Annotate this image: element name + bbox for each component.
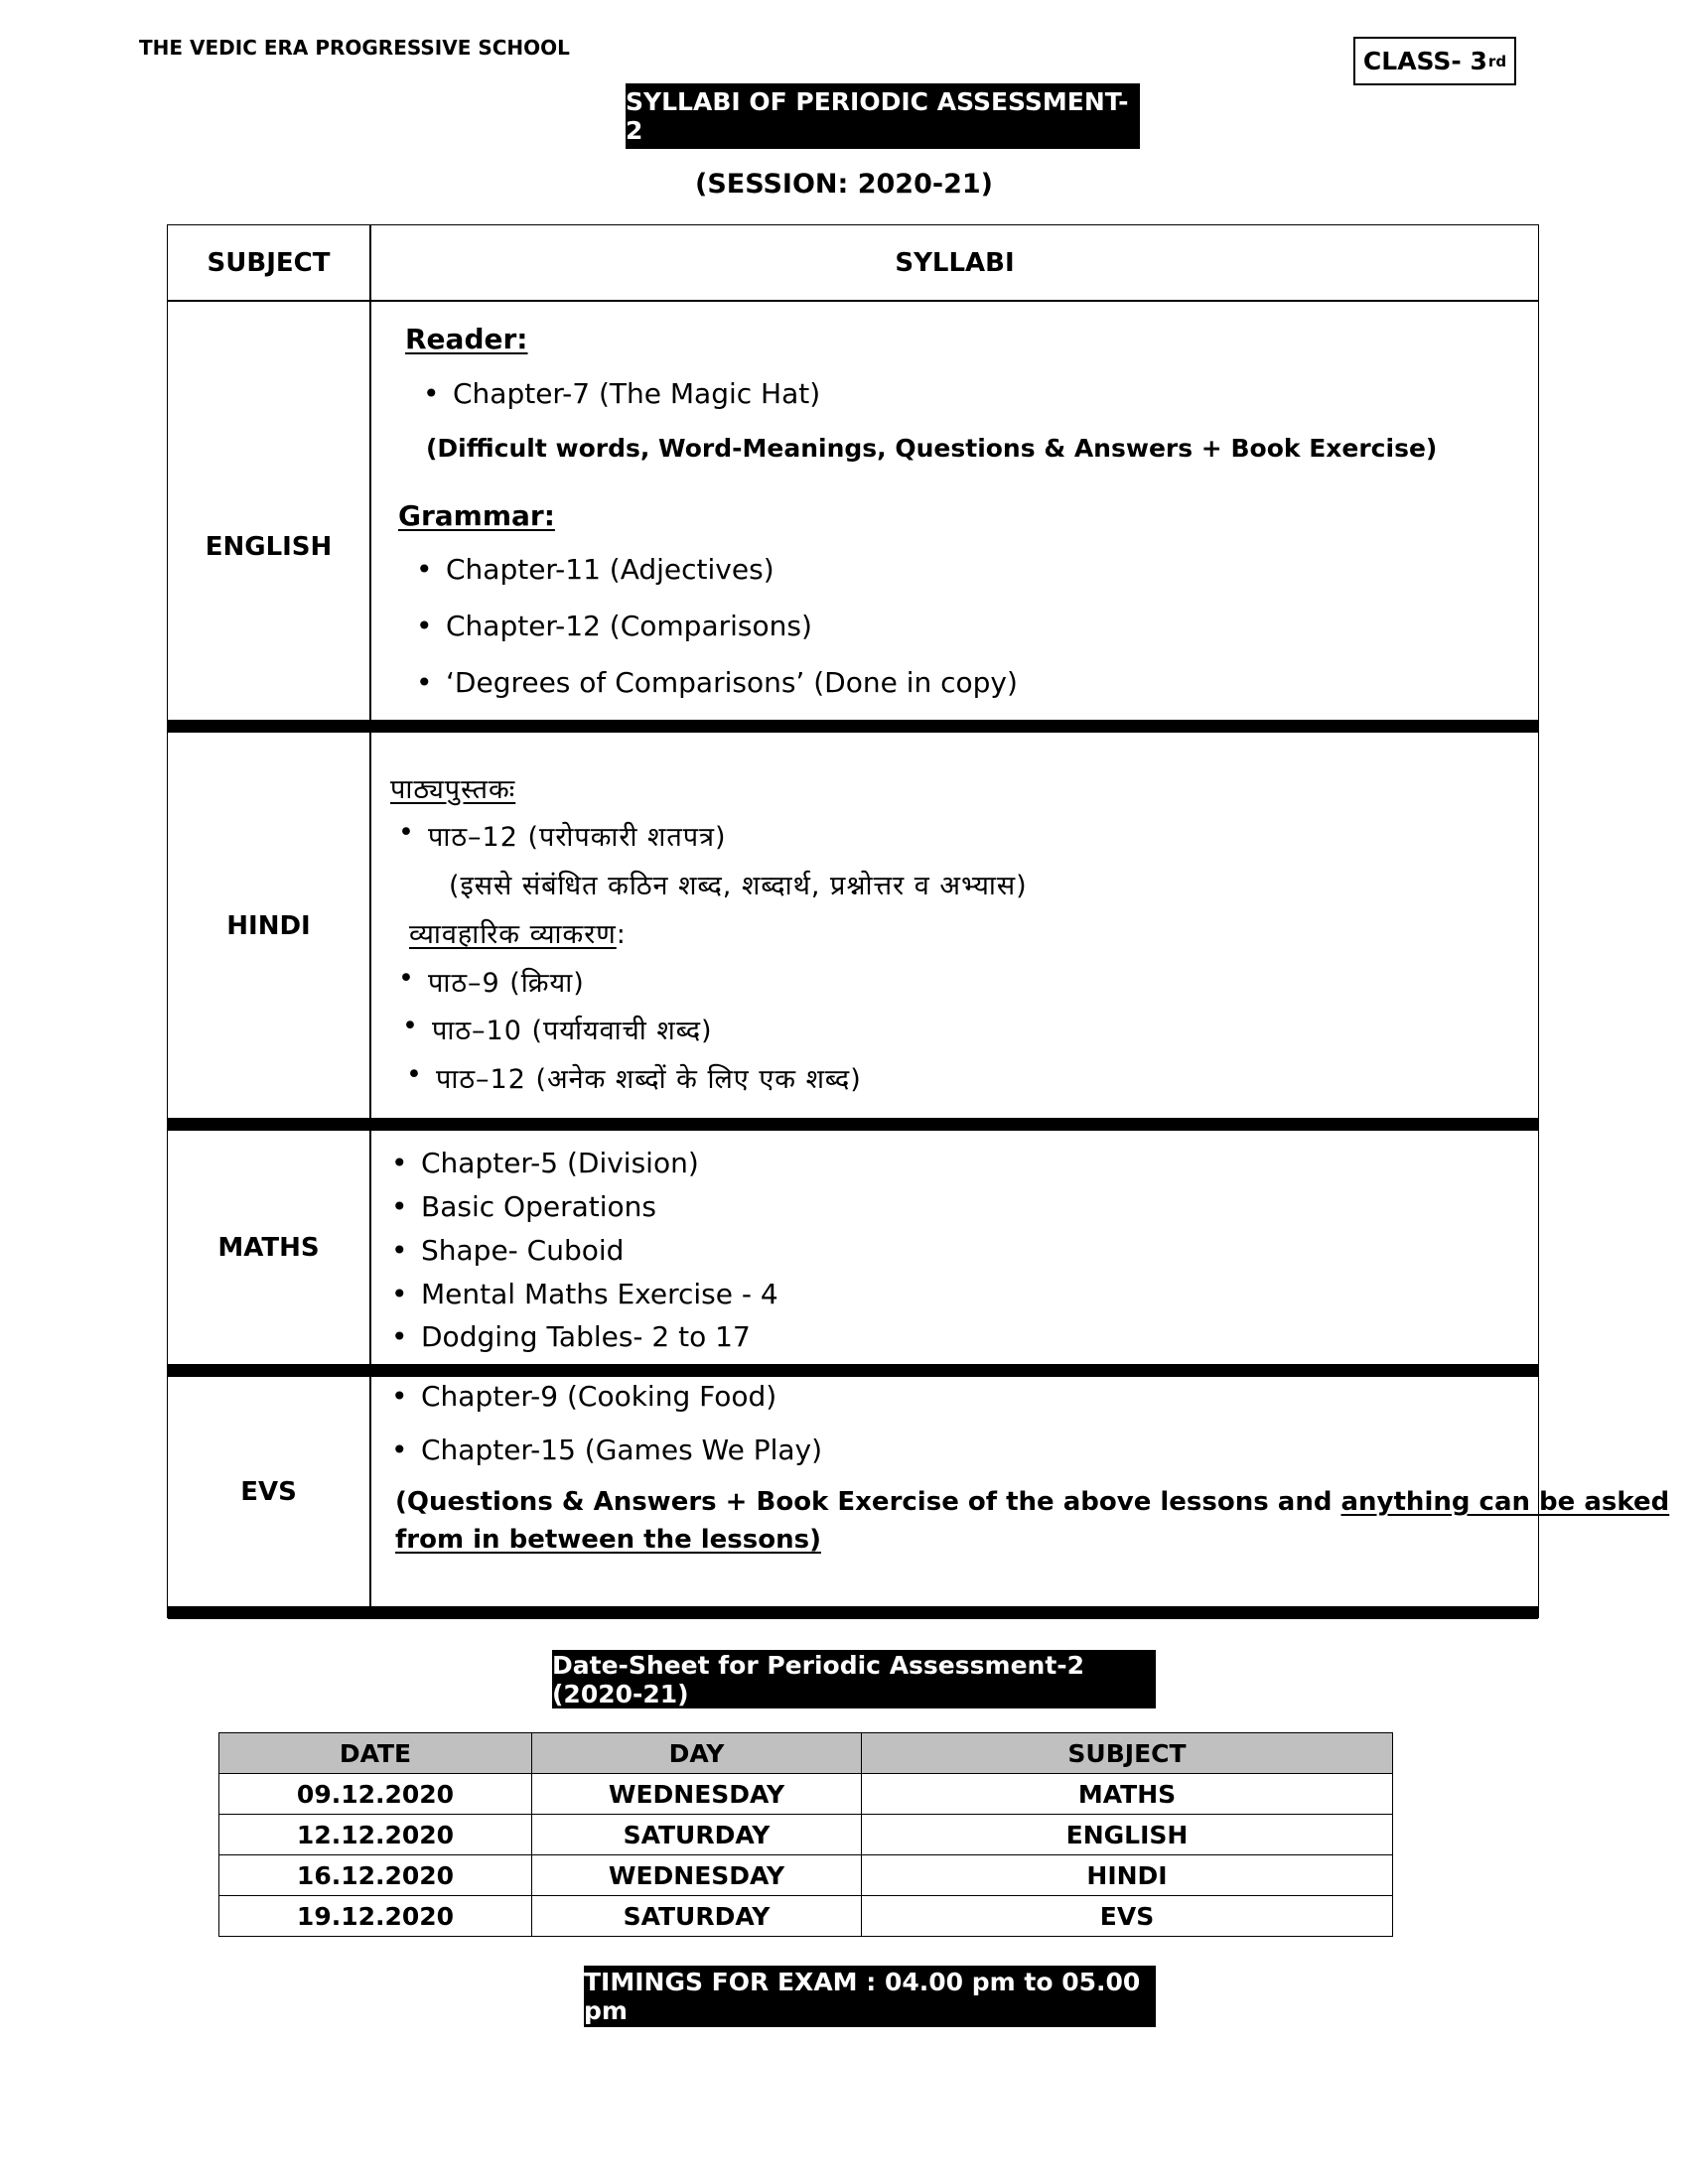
column-divider [369, 225, 371, 1617]
table-cell: ENGLISH [862, 1815, 1393, 1855]
section-divider [168, 1364, 1538, 1377]
table-header-row [219, 1733, 1393, 1774]
list-item [446, 553, 774, 586]
list-item [421, 1234, 624, 1267]
hindi-grammar-heading-text: व्यावहारिक व्याकरण [409, 919, 617, 950]
header-divider [168, 300, 1538, 302]
section-divider [168, 720, 1538, 733]
column-header-subject: SUBJECT [862, 1733, 1393, 1774]
table-cell: WEDNESDAY [532, 1774, 862, 1815]
list-item [421, 1380, 776, 1413]
list-item [421, 1278, 778, 1310]
list-item [436, 1059, 862, 1096]
list-item [421, 1433, 822, 1466]
table-cell: 16.12.2020 [219, 1855, 532, 1896]
english-reader-note: (Difficult words, Word-Meanings, Questions & Answers + Book Exercise) [426, 434, 1438, 463]
subject-english: ENGLISH [205, 532, 333, 562]
class-label-suffix: rd [1487, 52, 1507, 70]
table-cell: 12.12.2020 [219, 1815, 532, 1855]
date-sheet-title: Date-Sheet for Periodic Assessment-2 (2020-21) [552, 1650, 1156, 1708]
school-name: THE VEDIC ERA PROGRESSIVE SCHOOL [139, 36, 570, 60]
list-item-text: • Chapter-5 (Division) [421, 1147, 699, 1179]
hindi-text-heading: पाठ्यपुस्तकः [390, 774, 516, 805]
list-item [428, 963, 585, 1000]
evs-note-plain: (Questions & Answers + Book Exercise of the above lessons and [395, 1487, 1341, 1517]
column-header-day: DAY [532, 1733, 862, 1774]
list-item-text: • Mental Maths Exercise - 4 [421, 1278, 778, 1310]
section-divider [168, 1118, 1538, 1131]
list-item-text: • Chapter-11 (Adjectives) [446, 553, 774, 586]
table-row [219, 1855, 1393, 1896]
list-item [421, 1190, 656, 1223]
class-label [1353, 37, 1516, 85]
exam-timings: TIMINGS FOR EXAM : 04.00 pm to 05.00 pm [584, 1966, 1156, 2027]
evs-note-line-2: from in between the lessons) [395, 1525, 821, 1555]
date-sheet-table [218, 1732, 1393, 1937]
list-item-text: • Chapter-15 (Games We Play) [421, 1433, 822, 1466]
list-item-text: • Chapter-9 (Cooking Food) [421, 1380, 776, 1413]
header-subject: SUBJECT [207, 247, 331, 278]
subject-evs: EVS [240, 1476, 297, 1507]
evs-note-underlined-1: anything can be asked [1340, 1487, 1670, 1517]
table-cell: HINDI [862, 1855, 1393, 1896]
list-item-text: • पाठ–10 (पर्यायवाची शब्द) [432, 1016, 713, 1046]
section-divider [168, 1606, 1538, 1619]
table-row [219, 1774, 1393, 1815]
list-item [432, 1011, 713, 1047]
list-item [446, 610, 812, 642]
list-item-text: • पाठ–9 (क्रिया) [428, 968, 585, 999]
list-item [428, 817, 727, 854]
table-cell: WEDNESDAY [532, 1855, 862, 1896]
list-item-text: • पाठ–12 (परोपकारी शतपत्र) [428, 822, 727, 853]
english-grammar-heading: Grammar: [398, 499, 555, 532]
english-reader-heading: Reader: [405, 323, 528, 355]
list-item-text: • Chapter-12 (Comparisons) [446, 610, 812, 642]
subject-maths: MATHS [217, 1232, 320, 1263]
list-item-text: • पाठ–12 (अनेक शब्दों के लिए एक शब्द) [436, 1064, 862, 1095]
list-item-text: • Dodging Tables- 2 to 17 [421, 1320, 751, 1353]
header-syllabi: SYLLABI [895, 247, 1015, 278]
list-item-text: • Shape- Cuboid [421, 1234, 624, 1267]
session-label: (SESSION: 2020-21) [695, 169, 993, 200]
table-cell: SATURDAY [532, 1896, 862, 1937]
table-cell: MATHS [862, 1774, 1393, 1815]
table-cell: 19.12.2020 [219, 1896, 532, 1937]
table-row [219, 1896, 1393, 1937]
hindi-grammar-heading [409, 914, 627, 951]
list-item-text: • Basic Operations [421, 1190, 656, 1223]
column-header-date: DATE [219, 1733, 532, 1774]
evs-note-line-1 [395, 1487, 1669, 1517]
table-cell: EVS [862, 1896, 1393, 1937]
list-item [446, 666, 1018, 699]
table-cell: SATURDAY [532, 1815, 862, 1855]
hindi-text-note: (इससे संबंधित कठिन शब्द, शब्दार्थ, प्रश्नोत्तर व अभ्यास) [449, 871, 1028, 901]
list-item [421, 1147, 699, 1179]
table-row [219, 1815, 1393, 1855]
class-label-text: CLASS- 3 [1362, 47, 1487, 75]
english-reader-chapter-text: • Chapter-7 (The Magic Hat) [453, 377, 820, 410]
syllabus-table [167, 224, 1670, 1618]
list-item [421, 1320, 751, 1353]
table-cell: 09.12.2020 [219, 1774, 532, 1815]
document-title: SYLLABI OF PERIODIC ASSESSMENT-2 [626, 83, 1140, 149]
hindi-grammar-colon: : [616, 919, 627, 950]
subject-hindi: HINDI [226, 911, 311, 941]
english-reader-chapter [453, 377, 820, 410]
list-item-text: • ‘Degrees of Comparisons’ (Done in copy) [446, 666, 1018, 699]
